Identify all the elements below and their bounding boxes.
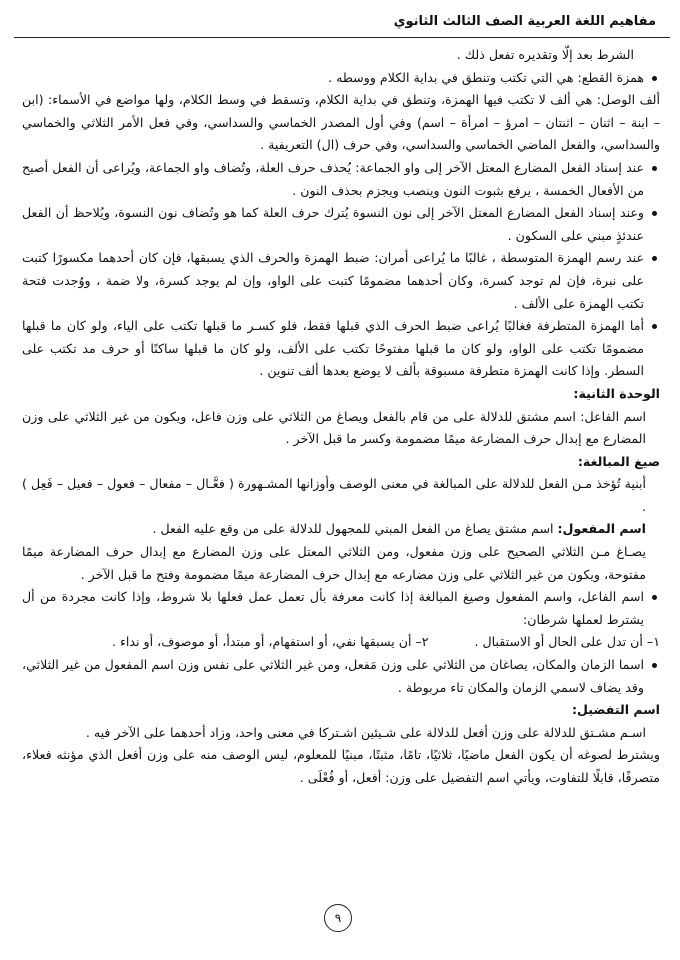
paragraph-intensive-forms: أبنية تُؤخذ مـن الفعل للدلالة على المبالغة في معنى الوصف وأوزانها المشـهورة ( فعَّـال – مفعال – فعول – فعيل – فَعِل ) .	[22, 476, 646, 514]
paragraph-passive-participle	[22, 518, 660, 541]
paragraph-elative-definition: اسـم مشـتق للدلالة على وزن أفعل للدلالة على شـيئين اشـتركا في معنى واحد، وزاد أحدهما على الآخر فيه .	[85, 724, 646, 740]
paragraph-active-participle: اسم الفاعل: اسم مشتق للدلالة على من قام بالفعل ويصاغ من الثلاثي على وزن فاعل، ويكون من غير الثلاثي على وزن المضارع مع إبدال حرف المضارعة ميمًا مضمومة وكسر ما قبل الآخر .	[22, 408, 646, 447]
heading-elative: اسم التفضيل:	[571, 702, 660, 718]
page-number: ٩	[324, 904, 352, 932]
heading-unit-two: الوحدة الثانية:	[573, 385, 660, 401]
header-title: مفاهيم اللغة العربية الصف الثالث الثانوي	[393, 14, 656, 29]
passive-participle-definition: اسم مشتق يصاغ من الفعل المبني للمجهول للدلالة على من وقع عليه الفعل .	[152, 521, 554, 537]
bullet-final-hamza: أما الهمزة المتطرفة فغالبًا يُراعى ضبط الحرف الذي قبلها فقط، فلو كسـر ما قبلها تكتب على الياء، ولو كان ما قبلها مضمومًا تكتب على الواو، ولو كان ما قبلها مفتوحًا تكتب على الألف، ولو كان ما قبلها ساكنًا أو حرف مد تكتب على السطر. وإذا كانت الهمزة متطرفة مسبوقة بألف لا يوضع بعدها ألف تنوين .	[22, 315, 660, 383]
paragraph-alif-al-wasl: ألف الوصل: هي ألف لا تكتب فيها الهمزة، وتنطق في بداية الكلام، وتسقط في وسط الكلام، ولها مواضع في الأسماء: (ابن – ابنة – اثنان – اثنتان – امرؤ – امرأة – اسم) وفي أول المصدر الخماسي والسداسي، وفي فعل الأمر الثلاثي والخماسي والسداسي، والفعل الماضي الخماسي والسداسي، وفي حرف (ال) التعريفية .	[22, 92, 660, 153]
bullet-nun-al-niswa: وعند إسناد الفعل المضارع المعتل الآخر إلى نون النسوة يُترك حرف العلة كما هو وتُضاف نون النسوة، ويُلاحظ أن الفعل عندئذٍ مبني على السكون .	[22, 202, 660, 247]
condition-one: ١– أن تدل على الحال أو الاستقبال .	[474, 634, 660, 650]
conditions-row	[22, 631, 660, 654]
paragraph-elative-conditions: ويشترط لصوغه أن يكون الفعل ماضيًا، ثلاثيًا، تامًا، مثبتًا، مبنيًا للمعلوم، ليس الوصف منه على وزن أفعل الذي مؤنثه فعلاء، متصرفًا، قابلًا للتفاوت، ويأتي اسم التفضيل على وزن: أفعل، أو فُعْلَى .	[22, 747, 660, 785]
page-content	[22, 44, 660, 790]
paragraph-condition-continued: الشرط بعد إلّا وتقديره تفعل ذلك .	[456, 47, 634, 62]
bullet-waw-al-jamaa: عند إسناد الفعل المضارع المعتل الآخر إلى واو الجماعة: يُحذف حرف العلة، وتُضاف واو الجماعة، ويُراعى أن الفعل أصبح من الأفعال الخمسة ، يرفع بثبوت النون وينصب ويجزم بحذف النون .	[22, 157, 660, 202]
heading-intensive-forms: صيغ المبالغة:	[577, 453, 660, 469]
paragraph-passive-formation: يصـاغ مـن الثلاثي الصحيح على وزن مفعول، ومن الثلاثي المعتل على وزن المضارع مع إبدال حرف المضارعة ميمًا مفتوحة، ويكون من غير الثلاثي على وزن مضارعه مع إبدال حرف المضارعة ميمًا مضمومة وفتح ما قبل الآخر .	[22, 544, 646, 582]
heading-passive-participle: اسم المفعول:	[557, 521, 646, 537]
bullet-working-conditions: اسم الفاعل، واسم المفعول وصيغ المبالغة إذا كانت معرفة بأل تعمل عمل فعلها بلا شروط، وإذا كانت مجردة من أل يشترط لعملها شرطان:	[22, 586, 660, 631]
page-header	[0, 0, 680, 38]
bullet-hamzat-al-qat: همزة القطع: هي التي تكتب وتنطق في بداية الكلام ووسطه .	[22, 67, 660, 90]
condition-two: ٢– أن يسبقها نفي، أو استفهام، أو مبتدأ، أو موصوف، أو نداء .	[112, 634, 429, 650]
bullet-middle-hamza: عند رسم الهمزة المتوسطة ، غالبًا ما يُراعى أمران: ضبط الهمزة والحرف الذي يسبقها، فإن كان أحدهما مكسورًا كتبت على نبرة، فإن لم توجد كسرة، وكان أحدهما مضمومًا كتبت على الواو، وإن لم يوجد كسرة، ولا ضمة ، ووُجدت فتحة تكتب الهمزة على الألف .	[22, 247, 660, 315]
bullet-time-place-nouns: اسما الزمان والمكان، يصاغان من الثلاثي على وزن مَفعل، ومن غير الثلاثي على نفس وزن اسم المفعول من غير الثلاثي، وقد يضاف لاسمي الزمان والمكان تاء مربوطة .	[22, 654, 660, 699]
header-divider	[14, 37, 670, 38]
